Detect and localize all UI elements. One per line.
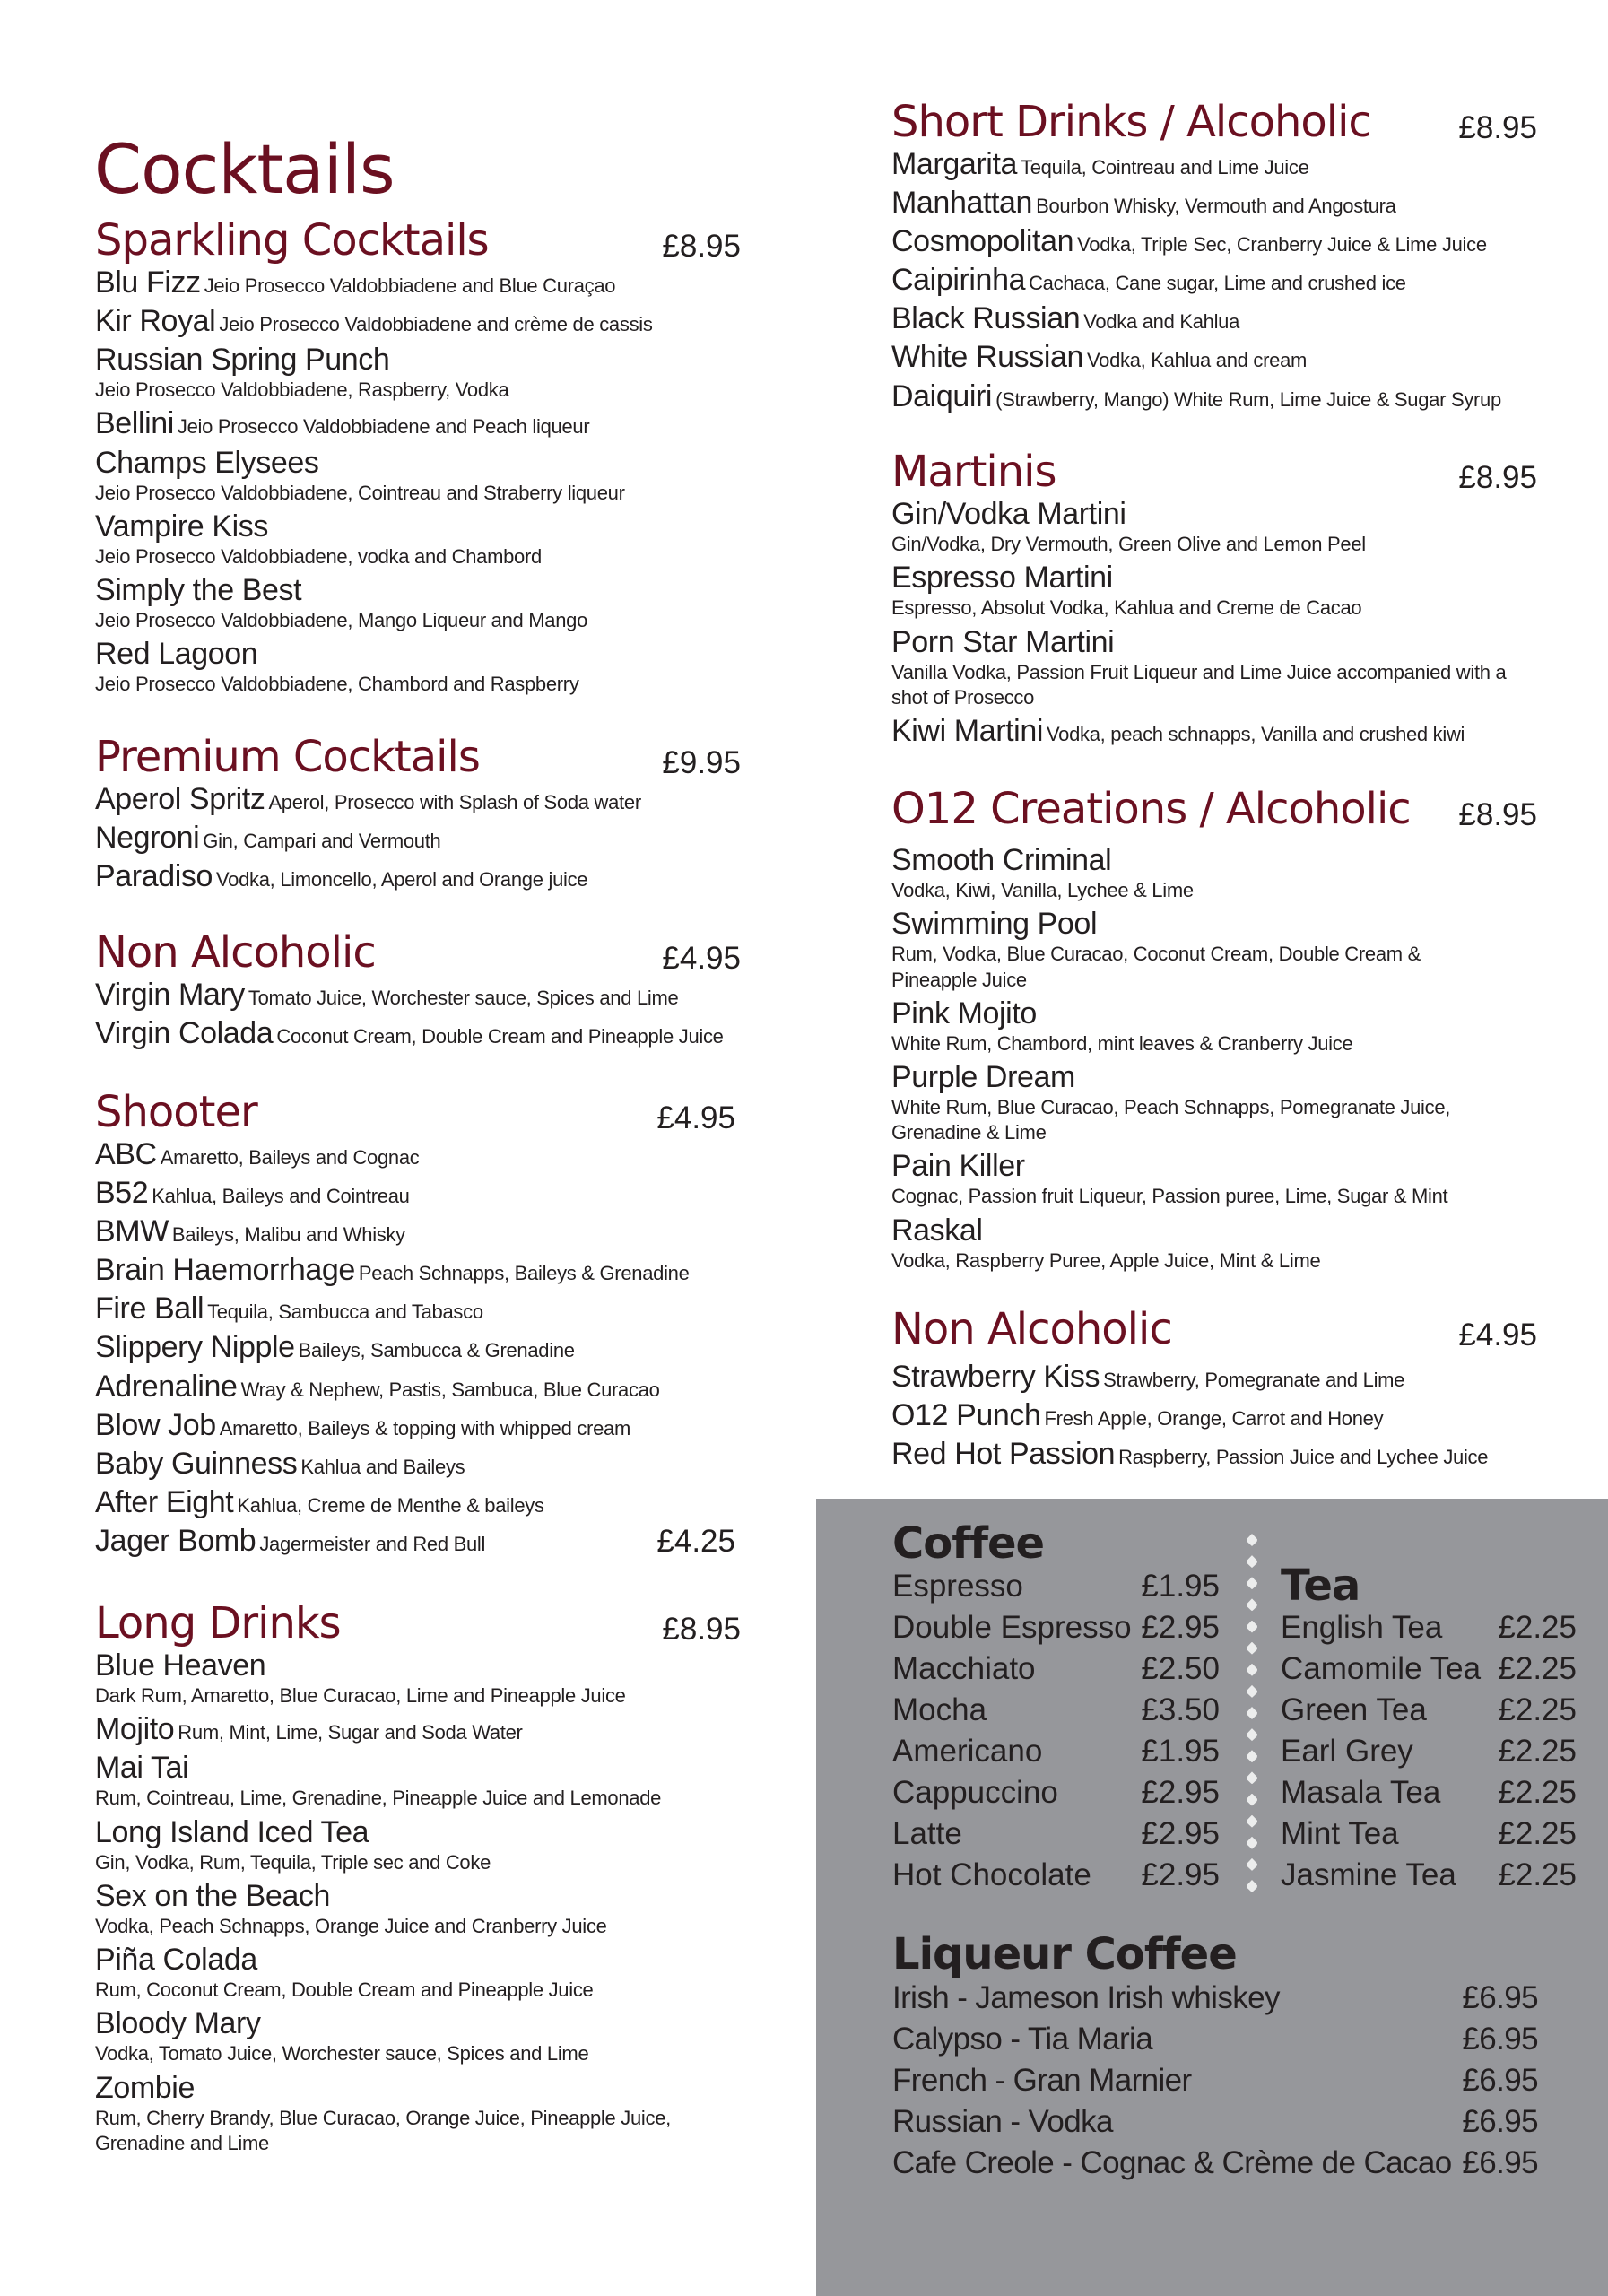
liqueur-coffee-title: Liqueur Coffee: [892, 1929, 1237, 1979]
item-description: Jeio Prosecco Valdobbiadene and Peach liqueur: [177, 415, 590, 439]
item-price: £2.25: [1498, 1692, 1577, 1727]
item-description: Gin, Campari and Vermouth: [203, 830, 441, 853]
item-price: £1.95: [1141, 1569, 1220, 1604]
item-description: Vanilla Vodka, Passion Fruit Liqueur and Lime Juice accompanied with a shot of Prosecco: [891, 660, 1507, 709]
item-name: Jasmine Tea: [1281, 1857, 1456, 1892]
menu-item: [95, 637, 741, 697]
menu-item: [891, 224, 1537, 259]
coffee-row: [892, 1772, 1220, 1813]
menu-item: [891, 1149, 1537, 1209]
section-price: £4.95: [656, 1100, 735, 1135]
item-description: Amaretto, Baileys & topping with whipped cream: [219, 1416, 630, 1439]
item-price: £2.95: [1141, 1857, 1220, 1892]
item-name: Pink Mojito: [891, 996, 1037, 1031]
item-description: Rum, Mint, Lime, Sugar and Soda Water: [178, 1721, 523, 1744]
item-description: Rum, Coconut Cream, Double Cream and Pineapple Juice: [95, 1979, 594, 2002]
menu-item: [891, 843, 1537, 903]
item-name: O12 Punch: [891, 1398, 1041, 1433]
tea-row: [1281, 1855, 1577, 1896]
menu-item: [95, 859, 741, 894]
item-description: Vodka, Raspberry Puree, Apple Juice, Mint & Lime: [891, 1248, 1321, 1272]
item-description: Peach Schnapps, Baileys & Grenadine: [358, 1262, 690, 1285]
menu-item: [891, 301, 1537, 336]
item-description: Wray & Nephew, Pastis, Sambuca, Blue Curacao: [240, 1378, 660, 1401]
menu-item: [891, 561, 1537, 621]
item-name: BMW: [95, 1214, 169, 1249]
item-name: Gin/Vodka Martini: [891, 497, 1126, 531]
tea-list: [1281, 1607, 1577, 1896]
item-description: Dark Rum, Amaretto, Blue Curacao, Lime and Pineapple Juice: [95, 1684, 626, 1708]
item-description: Raspberry, Passion Juice and Lychee Juice: [1118, 1446, 1489, 1469]
item-description: Rum, Cherry Brandy, Blue Curacao, Orange Juice, Pineapple Juice, Grenadine and Lime: [95, 2106, 671, 2154]
coffee-title: Coffee: [892, 1518, 1045, 1569]
item-description: Vodka, Limoncello, Aperol and Orange juice: [216, 868, 588, 891]
item-description: Jeio Prosecco Valdobbiadene and Blue Curaçao: [204, 274, 616, 297]
menu-item: [95, 1943, 741, 2003]
section-title: Long Drinks: [95, 1598, 341, 1648]
section-price: £4.95: [1458, 1318, 1537, 1352]
item-description: White Rum, Chambord, mint leaves & Cranberry Juice: [891, 1031, 1353, 1055]
item-name: Baby Guinness: [95, 1446, 298, 1481]
item-name: Fire Ball: [95, 1292, 204, 1326]
item-price: £4.25: [656, 1523, 735, 1559]
menu-item: [891, 147, 1537, 182]
section-o12-creations: [891, 780, 1537, 1274]
menu-item: [95, 1370, 741, 1405]
item-name: White Russian: [891, 340, 1083, 375]
menu-item: [95, 2006, 741, 2066]
item-name: Kir Royal: [95, 304, 216, 339]
item-description: (Strawberry, Mango) White Rum, Lime Juice & Sugar Syrup: [995, 387, 1501, 411]
item-description: Vodka, Kahlua and cream: [1087, 349, 1308, 372]
menu-item: [95, 2071, 723, 2156]
item-name: Bloody Mary: [95, 2006, 261, 2041]
item-description: Espresso, Absolut Vodka, Kahlua and Creme de Cacao: [891, 596, 1362, 620]
menu-item: [891, 186, 1537, 221]
section-title: Shooter: [95, 1087, 257, 1137]
section-title: Non Alcoholic: [95, 927, 376, 978]
item-description: Baileys, Malibu and Whisky: [171, 1223, 405, 1247]
item-description: Tequila, Sambucca and Tabasco: [207, 1300, 483, 1324]
item-description: Vodka, Kiwi, Vanilla, Lychee & Lime: [891, 879, 1194, 902]
item-price: £6.95: [1462, 2022, 1538, 2057]
item-name: Sex on the Beach: [95, 1878, 331, 1913]
item-description: Jeio Prosecco Valdobbiadene, vodka and Chambord: [95, 544, 542, 568]
menu-item: [95, 304, 741, 339]
menu-item: [891, 379, 1537, 414]
item-description: Fresh Apple, Orange, Carrot and Honey: [1044, 1407, 1384, 1431]
item-name: Cappuccino: [892, 1775, 1058, 1810]
item-name: Mocha: [892, 1692, 987, 1727]
menu-item: [891, 1060, 1510, 1145]
coffee-row: [892, 1813, 1220, 1855]
item-name: Long Island Iced Tea: [95, 1814, 369, 1849]
item-name: Vampire Kiss: [95, 509, 268, 544]
section-title: Martinis: [891, 447, 1056, 497]
item-name: Macchiato: [892, 1651, 1036, 1686]
item-description: Strawberry, Pomegranate and Lime: [1103, 1369, 1405, 1391]
item-description: White Rum, Blue Curacao, Peach Schnapps, Pomegranate Juice, Grenadine & Lime: [891, 1096, 1451, 1144]
item-name: Blue Heaven: [95, 1648, 266, 1683]
menu-item: [891, 497, 1537, 557]
liqueur-coffee-row: [892, 2143, 1538, 2184]
item-name: Adrenaline: [95, 1369, 238, 1404]
menu-item: [891, 263, 1537, 298]
item-description: Cognac, Passion fruit Liqueur, Passion puree, Lime, Sugar & Mint: [891, 1185, 1448, 1208]
menu-item: [891, 1213, 1537, 1274]
item-name: Virgin Mary: [95, 978, 245, 1012]
item-name: Porn Star Martini: [891, 624, 1115, 659]
item-price: £2.95: [1141, 1610, 1220, 1645]
menu-item: [891, 996, 1537, 1057]
item-name: Blow Job: [95, 1407, 216, 1442]
tea-row: [1281, 1607, 1577, 1648]
item-description: Jeio Prosecco Valdobbiadene, Raspberry, Vodka: [95, 378, 509, 402]
item-price: £2.25: [1498, 1775, 1577, 1810]
menu-item: [95, 1330, 741, 1365]
section-non-alcoholic-right: [891, 1300, 1537, 1472]
menu-item: [95, 1485, 741, 1520]
item-name: Hot Chocolate: [892, 1857, 1091, 1892]
item-name: Mai Tai: [95, 1751, 189, 1786]
item-name: Simply the Best: [95, 573, 302, 608]
section-sparkling-cocktails: [95, 199, 741, 698]
menu-item: [95, 1712, 741, 1747]
item-name: Negroni: [95, 821, 200, 856]
section-non-alcoholic-left: [95, 924, 741, 1051]
item-name: Camomile Tea: [1281, 1651, 1482, 1686]
item-name: Brain Haemorrhage: [95, 1253, 355, 1288]
menu-item: [95, 343, 741, 403]
section-title: Short Drinks / Alcoholic: [891, 97, 1371, 147]
menu-item: [95, 446, 741, 506]
item-price: £2.25: [1498, 1651, 1577, 1686]
coffee-row: [892, 1607, 1220, 1648]
menu-item: [95, 1648, 741, 1709]
item-name: Irish - Jameson Irish whiskey: [892, 1980, 1280, 2015]
item-name: Virgin Colada: [95, 1016, 274, 1051]
item-name: Aperol Spritz: [95, 782, 265, 816]
tea-row: [1281, 1648, 1577, 1690]
item-name: ABC: [95, 1137, 157, 1171]
item-name: Piña Colada: [95, 1943, 257, 1978]
coffee-row: [892, 1648, 1220, 1690]
item-description: Kahlua and Baileys: [300, 1455, 465, 1478]
item-name: Bellini: [95, 406, 174, 441]
item-name: Paradiso: [95, 859, 213, 894]
item-description: Vodka, peach schnapps, Vanilla and crushed kiwi: [1047, 722, 1465, 745]
liqueur-coffee-list: [892, 1978, 1538, 2184]
menu-item: [891, 907, 1483, 992]
menu-item: [891, 1398, 1537, 1433]
menu-item: [95, 1524, 741, 1559]
menu-item: [95, 406, 741, 441]
item-description: Vodka, Triple Sec, Cranberry Juice & Lime Juice: [1077, 233, 1487, 257]
section-price: £8.95: [662, 1612, 741, 1647]
item-description: Rum, Cointreau, Lime, Grenadine, Pineapple Juice and Lemonade: [95, 1787, 662, 1810]
menu-item: [95, 1016, 741, 1051]
item-name: Red Lagoon: [95, 637, 258, 672]
item-price: £6.95: [1462, 1980, 1538, 2015]
item-description: Cachaca, Cane sugar, Lime and crushed ice: [1029, 272, 1406, 295]
item-name: Green Tea: [1281, 1692, 1427, 1727]
section-price: £9.95: [662, 745, 741, 780]
liqueur-coffee-row: [892, 1978, 1538, 2019]
item-name: Blu Fizz: [95, 265, 201, 300]
item-name: Kiwi Martini: [891, 713, 1044, 748]
item-name: Mint Tea: [1281, 1816, 1399, 1851]
item-description: Coconut Cream, Double Cream and Pineapple Juice: [276, 1025, 724, 1048]
section-title: Non Alcoholic: [891, 1304, 1172, 1354]
item-description: Vodka, Tomato Juice, Worchester sauce, Spices and Lime: [95, 2042, 589, 2066]
item-description: Jeio Prosecco Valdobbiadene, Cointreau and Straberry liqueur: [95, 481, 625, 504]
menu-item: [95, 821, 741, 856]
item-name: Jager Bomb: [95, 1523, 256, 1558]
tea-title: Tea: [1281, 1561, 1360, 1611]
item-price: £6.95: [1462, 2104, 1538, 2139]
item-description: Tomato Juice, Worchester sauce, Spices and Lime: [248, 987, 679, 1009]
menu-item: [95, 1879, 741, 1939]
section-price: £4.95: [662, 941, 741, 976]
item-name: Black Russian: [891, 301, 1081, 336]
item-name: Zombie: [95, 2070, 195, 2105]
tea-row: [1281, 1772, 1577, 1813]
menu-item: [95, 1137, 741, 1172]
menu-item: [95, 1253, 741, 1288]
item-description: Amaretto, Baileys and Cognac: [160, 1146, 420, 1169]
section-title: O12 Creations / Alcoholic: [891, 784, 1411, 834]
coffee-list: [892, 1566, 1220, 1896]
item-description: Tequila, Cointreau and Lime Juice: [1021, 156, 1309, 178]
section-title: Sparkling Cocktails: [95, 215, 489, 265]
section-price: £8.95: [662, 229, 741, 264]
coffee-row: [892, 1690, 1220, 1731]
item-price: £6.95: [1462, 2145, 1538, 2180]
item-price: £1.95: [1141, 1734, 1220, 1769]
menu-item: [95, 509, 741, 570]
coffee-row: [892, 1566, 1220, 1607]
item-description: Baileys, Sambucca & Grenadine: [298, 1339, 575, 1362]
tea-row: [1281, 1731, 1577, 1772]
menu-item: [891, 1360, 1537, 1395]
teardrop-dots-icon: [1243, 1534, 1261, 1892]
coffee-row: [892, 1855, 1220, 1896]
menu-item: [95, 573, 741, 633]
item-price: £2.25: [1498, 1857, 1577, 1892]
item-description: Bourbon Whisky, Vermouth and Angostura: [1036, 195, 1396, 218]
menu-item: [891, 714, 1537, 749]
section-price: £8.95: [1458, 110, 1537, 145]
item-name: Raskal: [891, 1213, 983, 1248]
menu-item: [95, 1408, 741, 1443]
item-price: £2.95: [1141, 1775, 1220, 1810]
item-name: Russian - Vodka: [892, 2104, 1113, 2139]
item-name: Calypso - Tia Maria: [892, 2022, 1153, 2057]
section-price: £8.95: [1458, 460, 1537, 495]
item-name: Earl Grey: [1281, 1734, 1413, 1769]
item-name: English Tea: [1281, 1610, 1443, 1645]
tea-row: [1281, 1690, 1577, 1731]
liqueur-coffee-row: [892, 2060, 1538, 2101]
section-shooter: [95, 1083, 741, 1559]
menu-item: [891, 340, 1537, 375]
coffee-row: [892, 1731, 1220, 1772]
item-price: £2.25: [1498, 1610, 1577, 1645]
item-name: Mojito: [95, 1712, 175, 1747]
item-description: Jagermeister and Red Bull: [259, 1532, 486, 1555]
menu-item: [891, 1437, 1537, 1472]
menu-item: [95, 782, 741, 817]
item-description: Jeio Prosecco Valdobbiadene, Mango Liqueur and Mango: [95, 609, 588, 632]
item-name: Cafe Creole - Cognac & Crème de Cacao: [892, 2145, 1452, 2180]
item-price: £2.50: [1141, 1651, 1220, 1686]
item-name: Masala Tea: [1281, 1775, 1441, 1810]
menu-item: [95, 265, 741, 300]
item-name: Daiquiri: [891, 378, 993, 413]
section-short-drinks: [891, 97, 1537, 414]
item-price: £3.50: [1141, 1692, 1220, 1727]
section-title: Premium Cocktails: [95, 732, 480, 782]
menu-item: [891, 625, 1519, 710]
item-name: Russian Spring Punch: [95, 343, 390, 378]
item-description: Kahlua, Baileys and Cointreau: [152, 1185, 410, 1208]
item-description: Kahlua, Creme de Menthe & baileys: [237, 1493, 544, 1517]
menu-item: [95, 1176, 741, 1211]
page-title: Cocktails: [94, 128, 395, 209]
item-name: Espresso Martini: [891, 561, 1113, 596]
item-description: Gin, Vodka, Rum, Tequila, Triple sec and Coke: [95, 1850, 491, 1874]
section-price: £8.95: [1458, 797, 1537, 832]
item-name: Purple Dream: [891, 1059, 1075, 1094]
item-description: Gin/Vodka, Dry Vermouth, Green Olive and Lemon Peel: [891, 533, 1366, 556]
menu-item: [95, 1214, 741, 1249]
menu-item: [95, 1292, 741, 1326]
item-description: Jeio Prosecco Valdobbiadene and crème de cassis: [219, 313, 653, 336]
item-name: Manhattan: [891, 186, 1033, 221]
item-name: Americano: [892, 1734, 1043, 1769]
item-name: French - Gran Marnier: [892, 2063, 1192, 2098]
item-description: Rum, Vodka, Blue Curacao, Coconut Cream, Double Cream & Pineapple Juice: [891, 943, 1421, 991]
item-name: Slippery Nipple: [95, 1330, 295, 1365]
item-name: Swimming Pool: [891, 907, 1098, 942]
item-name: Espresso: [892, 1569, 1023, 1604]
item-name: Cosmopolitan: [891, 224, 1074, 259]
item-name: Smooth Criminal: [891, 843, 1112, 877]
item-name: Margarita: [891, 147, 1018, 181]
item-description: Jeio Prosecco Valdobbiadene, Chambord and Raspberry: [95, 673, 579, 696]
item-description: Vodka, Peach Schnapps, Orange Juice and Cranberry Juice: [95, 1914, 607, 1937]
section-premium-cocktails: [95, 728, 741, 894]
item-name: Caipirinha: [891, 263, 1026, 298]
item-price: £2.25: [1498, 1734, 1577, 1769]
section-martinis: [891, 443, 1537, 749]
section-long-drinks: [95, 1589, 741, 2156]
tea-row: [1281, 1813, 1577, 1855]
item-name: B52: [95, 1176, 149, 1211]
item-price: £6.95: [1462, 2063, 1538, 2098]
item-name: Champs Elysees: [95, 445, 319, 480]
liqueur-coffee-row: [892, 2019, 1538, 2060]
item-name: Strawberry Kiss: [891, 1360, 1100, 1394]
menu-item: [95, 978, 741, 1013]
menu-item: [95, 1751, 741, 1811]
item-name: After Eight: [95, 1484, 234, 1519]
item-name: Red Hot Passion: [891, 1437, 1116, 1472]
menu-item: [95, 1447, 741, 1482]
liqueur-coffee-row: [892, 2101, 1538, 2143]
item-price: £2.95: [1141, 1816, 1220, 1851]
menu-item: [95, 1815, 741, 1875]
item-description: Aperol, Prosecco with Splash of Soda water: [268, 791, 641, 813]
item-price: £2.25: [1498, 1816, 1577, 1851]
item-name: Pain Killer: [891, 1149, 1025, 1184]
item-name: Double Espresso: [892, 1610, 1132, 1645]
item-name: Latte: [892, 1816, 962, 1851]
item-description: Vodka and Kahlua: [1083, 310, 1240, 334]
